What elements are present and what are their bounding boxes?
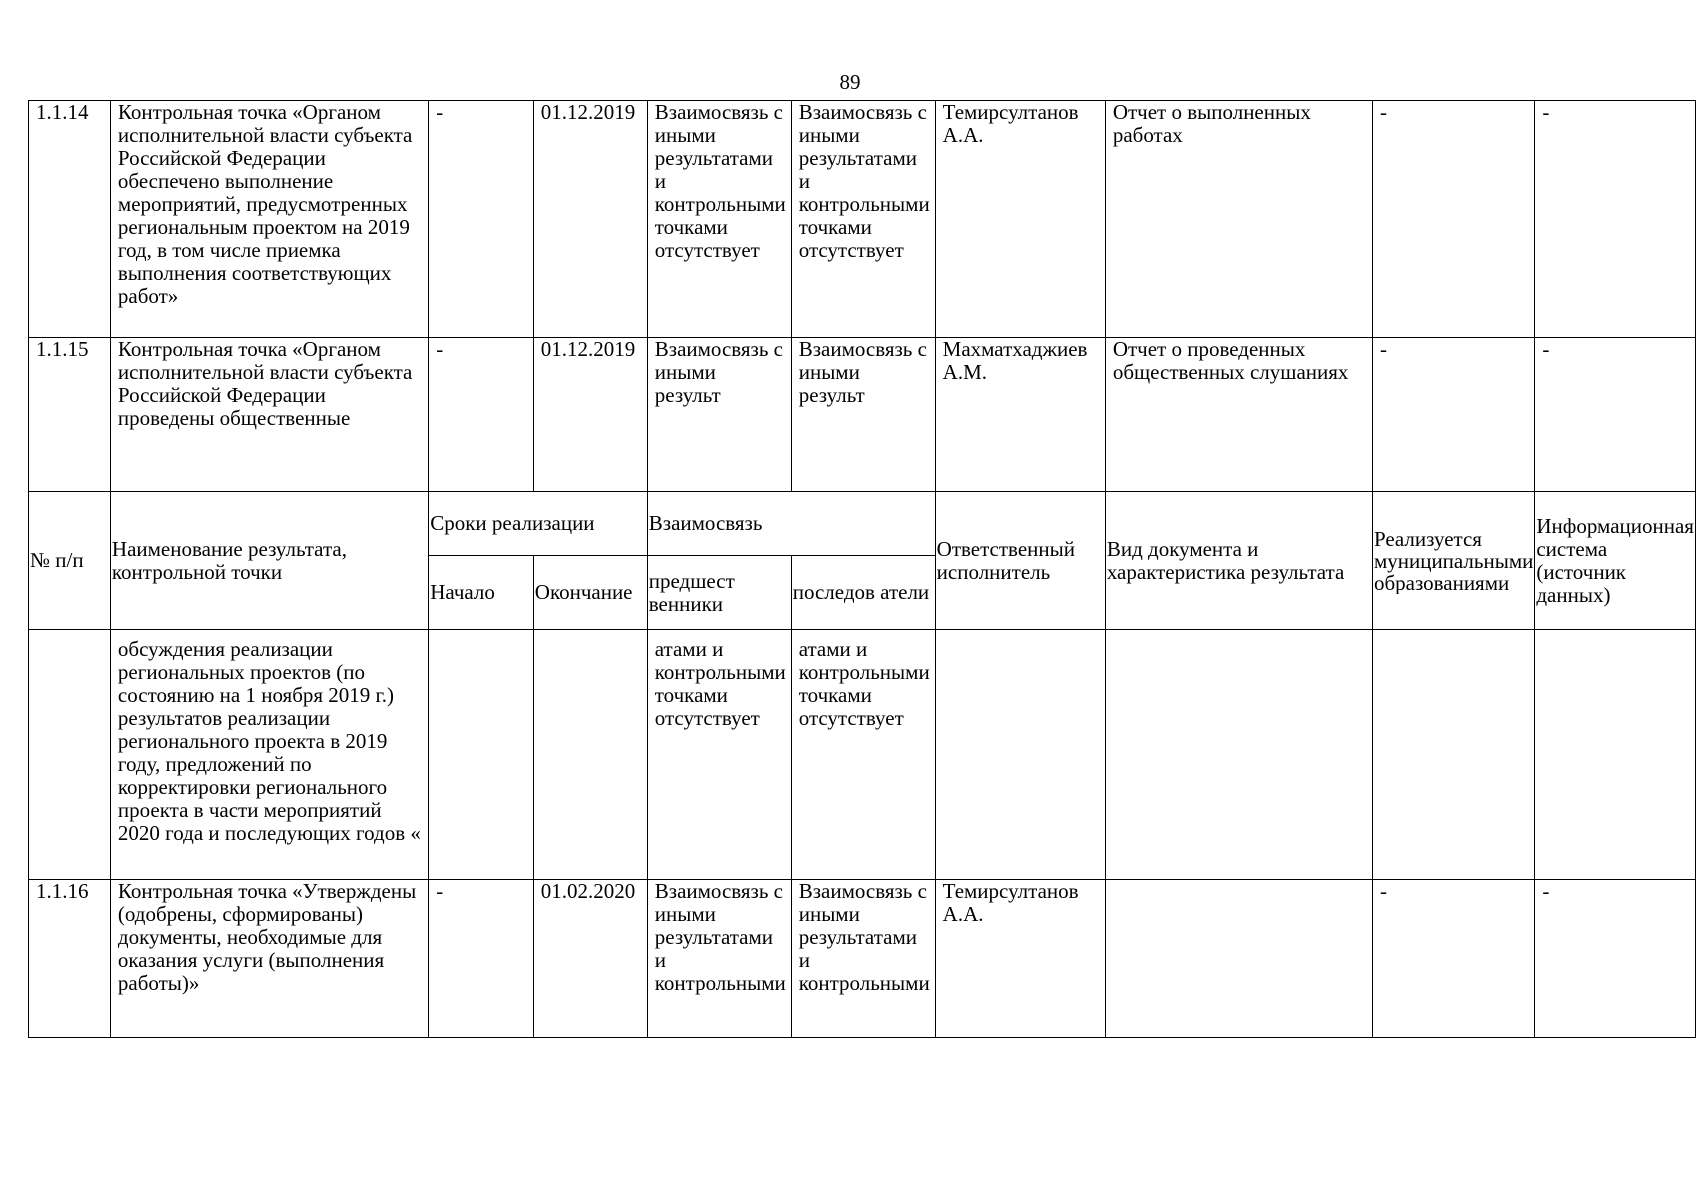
responsible xyxy=(935,630,1105,880)
result-name: Контрольная точка «Органом исполнительной власти субъекта Российской Федерации обеспечено выполнение мероприятий, предусмотренных региональным проектом на 2019 год, в том числе приемка выполнения соответствующих работ» xyxy=(110,101,428,338)
info-system xyxy=(1535,630,1696,880)
successors: Взаимосвязь с иными результатами и контрольными точками отсутствует xyxy=(791,101,935,338)
header-responsible: Ответственный исполнитель xyxy=(935,492,1105,630)
predecessors: Взаимосвязь с иными результатами и контрольными точками отсутствует xyxy=(647,101,791,338)
end-date: 01.12.2019 xyxy=(533,101,647,338)
header-pred: предшест венники xyxy=(647,556,791,630)
header-link: Взаимосвязь xyxy=(647,492,935,556)
page-number: 89 xyxy=(839,70,861,94)
municipal: - xyxy=(1372,338,1534,492)
row-number: 1.1.14 xyxy=(29,101,111,338)
header-succ: последов атели xyxy=(791,556,935,630)
result-name: обсуждения реализации региональных проектов (по состоянию на 1 ноября 2019 г.) результатов реализации регионального проекта в 2019 году, предложений по корректировки регионального проекта в части мероприятий 2020 года и последующих годов « xyxy=(110,630,428,880)
responsible: Темирсултанов А.А. xyxy=(935,101,1105,338)
table-row xyxy=(29,101,1696,338)
successors: Взаимосвязь с иными результ xyxy=(791,338,935,492)
info-system: - xyxy=(1535,880,1696,1038)
header-end: Окончание xyxy=(533,556,647,630)
header-info-system: Информационная система (источник данных) xyxy=(1535,492,1696,630)
predecessors: Взаимосвязь с иными результатами и контрольными xyxy=(647,880,791,1038)
row-number xyxy=(29,630,111,880)
start-date: - xyxy=(429,101,534,338)
header-name: Наименование результата, контрольной точки xyxy=(110,492,428,630)
predecessors: атами и контрольными точками отсутствует xyxy=(647,630,791,880)
document-type: Отчет о проведенных общественных слушаниях xyxy=(1105,338,1372,492)
info-system: - xyxy=(1535,338,1696,492)
result-name: Контрольная точка «Утверждены (одобрены, сформированы) документы, необходимые для оказания услуги (выполнения работы)» xyxy=(110,880,428,1038)
municipal xyxy=(1372,630,1534,880)
header-document: Вид документа и характеристика результата xyxy=(1105,492,1372,630)
result-name: Контрольная точка «Органом исполнительной власти субъекта Российской Федерации проведены общественные xyxy=(110,338,428,492)
row-number: 1.1.15 xyxy=(29,338,111,492)
header-start: Начало xyxy=(429,556,534,630)
document-type xyxy=(1105,880,1372,1038)
start-date: - xyxy=(429,880,534,1038)
document-type: Отчет о выполненных работах xyxy=(1105,101,1372,338)
header-period: Сроки реализации xyxy=(429,492,648,556)
responsible: Темирсултанов А.А. xyxy=(935,880,1105,1038)
table-row xyxy=(29,338,1696,492)
row-number: 1.1.16 xyxy=(29,880,111,1038)
successors: атами и контрольными точками отсутствует xyxy=(791,630,935,880)
successors: Взаимосвязь с иными результатами и контрольными xyxy=(791,880,935,1038)
end-date xyxy=(533,630,647,880)
municipal: - xyxy=(1372,880,1534,1038)
table-row xyxy=(29,880,1696,1038)
header-num: № п/п xyxy=(29,492,111,630)
municipal: - xyxy=(1372,101,1534,338)
end-date: 01.02.2020 xyxy=(533,880,647,1038)
predecessors: Взаимосвязь с иными результ xyxy=(647,338,791,492)
repeated-header-row xyxy=(29,492,1696,556)
header-municipal: Реализуется муниципальными образованиями xyxy=(1372,492,1534,630)
table-row xyxy=(29,630,1696,880)
responsible: Махматхаджиев А.М. xyxy=(935,338,1105,492)
results-table xyxy=(28,100,1696,1038)
start-date xyxy=(429,630,534,880)
end-date: 01.12.2019 xyxy=(533,338,647,492)
info-system: - xyxy=(1535,101,1696,338)
start-date: - xyxy=(429,338,534,492)
document-type xyxy=(1105,630,1372,880)
